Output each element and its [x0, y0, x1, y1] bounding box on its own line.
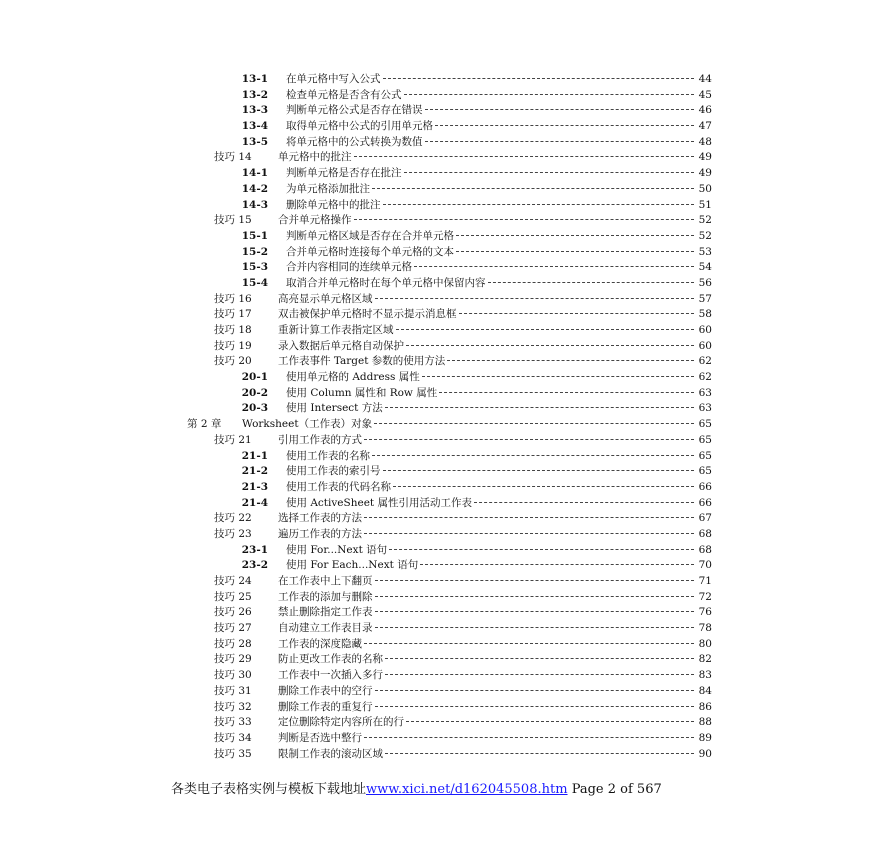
toc-entry: [286, 464, 712, 480]
toc-entry: [286, 449, 712, 465]
toc-row[interactable]: [0, 103, 870, 119]
toc-row[interactable]: [0, 72, 870, 88]
dot-leader: [425, 141, 695, 142]
toc-page-number: 52: [698, 229, 712, 242]
dot-leader: [372, 188, 694, 189]
dot-leader: [364, 737, 694, 738]
toc-entry: [286, 182, 712, 198]
toc-page-number: 63: [698, 386, 712, 399]
toc-page-number: 46: [698, 104, 712, 117]
dot-leader: [375, 298, 695, 299]
toc-entry: [278, 339, 712, 355]
toc-number: 13-4: [241, 120, 268, 133]
toc-title: 禁止删除指定工作表: [278, 606, 373, 619]
toc-number: 技巧 16: [214, 292, 252, 305]
dot-leader: [435, 125, 694, 126]
toc-row[interactable]: [0, 323, 870, 339]
dot-leader: [425, 109, 695, 110]
toc-entry: [286, 496, 712, 512]
toc-entry: [286, 260, 712, 276]
dot-leader: [385, 658, 694, 659]
toc-page-number: 83: [698, 669, 712, 682]
toc-row[interactable]: [0, 731, 870, 747]
toc-title: 使用 Column 属性和 Row 属性: [286, 386, 438, 399]
toc-row[interactable]: [0, 354, 870, 370]
toc-page-number: 86: [698, 700, 712, 713]
toc-entry: [278, 292, 712, 308]
toc-entry: [286, 135, 712, 151]
toc-row[interactable]: [0, 417, 870, 433]
toc-page-number: 44: [698, 73, 712, 85]
toc-row[interactable]: [0, 652, 870, 668]
toc-page-number: 62: [698, 371, 712, 384]
toc-number: 15-2: [241, 245, 268, 258]
toc-title: 合并单元格操作: [278, 214, 352, 227]
toc-title: 删除单元格中的批注: [286, 198, 381, 211]
toc-page-number: 56: [698, 276, 712, 289]
toc-entry: [286, 386, 712, 402]
toc-title: 判断单元格公式是否存在错误: [286, 104, 423, 117]
toc-title: 使用工作表的索引号: [286, 465, 381, 478]
toc-entry: [286, 370, 712, 386]
dot-leader: [389, 549, 694, 550]
toc-page-number: 63: [698, 402, 712, 415]
toc-page-number: 58: [698, 308, 712, 321]
toc-page-number: 48: [698, 135, 712, 148]
toc-page-number: 60: [698, 339, 712, 352]
toc-row[interactable]: [0, 307, 870, 323]
toc-entry: [278, 700, 712, 716]
toc-title: 工作表的添加与删除: [278, 590, 373, 603]
toc-row[interactable]: [0, 260, 870, 276]
dot-leader: [404, 94, 695, 95]
toc-number: 技巧 20: [214, 355, 252, 368]
dot-leader: [420, 564, 694, 565]
toc-number: 21-3: [241, 480, 268, 493]
toc-number: 13-5: [241, 135, 268, 148]
dot-leader: [364, 533, 694, 534]
toc-row[interactable]: [0, 527, 870, 543]
toc-page-number: 45: [698, 88, 712, 101]
toc-number: 技巧 28: [214, 637, 252, 650]
toc-entry: [278, 527, 712, 543]
toc-number: 技巧 27: [214, 622, 252, 635]
toc-number: 21-2: [241, 465, 268, 478]
toc-number: 14-3: [241, 198, 268, 211]
toc-title: 重新计算工作表指定区域: [278, 324, 394, 336]
toc-number: 技巧 24: [214, 575, 252, 587]
toc-title: 防止更改工作表的名称: [278, 653, 383, 666]
toc-page-number: 65: [698, 433, 712, 446]
toc-page-number: 89: [698, 731, 712, 744]
toc-number: 15-1: [241, 229, 268, 242]
toc-row[interactable]: [0, 496, 870, 512]
toc-title: 删除工作表的重复行: [278, 700, 373, 713]
download-link[interactable]: www.xici.net/d162045508.htm: [366, 782, 568, 797]
dot-leader: [383, 470, 695, 471]
dot-leader: [406, 721, 694, 722]
toc-title: 判断单元格区域是否存在合并单元格: [286, 229, 454, 242]
toc-row[interactable]: [0, 715, 870, 731]
toc-entry: [278, 747, 712, 763]
toc-title: 判断是否选中整行: [278, 731, 362, 744]
toc-row[interactable]: [0, 166, 870, 182]
toc-page-number: 70: [698, 559, 712, 572]
dot-leader: [459, 313, 695, 314]
dot-leader: [375, 580, 695, 581]
dot-leader: [385, 407, 694, 408]
dot-leader: [456, 251, 694, 252]
toc-title: 取得单元格中公式的引用单元格: [286, 120, 433, 133]
toc-row[interactable]: [0, 433, 870, 449]
toc-title: Worksheet（工作表）对象: [242, 418, 373, 431]
toc-page-number: 90: [698, 747, 712, 760]
dot-leader: [393, 486, 694, 487]
page-indicator: Page 2 of 567: [571, 782, 662, 797]
toc-row[interactable]: [0, 229, 870, 245]
toc-page-number: 60: [698, 324, 712, 336]
toc-title: 将单元格中的公式转换为数值: [286, 135, 423, 148]
toc-entry: [286, 119, 712, 135]
toc-title: 选择工作表的方法: [278, 512, 362, 525]
toc-title: 为单元格添加批注: [286, 182, 370, 195]
toc-page-number: 53: [698, 245, 712, 258]
toc-entry: [278, 621, 712, 637]
toc-number: 技巧 25: [214, 590, 252, 603]
dot-leader: [383, 78, 695, 79]
dot-leader: [385, 753, 694, 754]
toc-title: 定位删除特定内容所在的行: [278, 716, 404, 729]
toc-number: 20-3: [241, 402, 268, 415]
toc-number: 技巧 14: [214, 151, 252, 164]
toc-page-number: 80: [698, 637, 712, 650]
toc-entry: [278, 354, 712, 370]
toc-title: 合并内容相同的连续单元格: [286, 261, 412, 274]
toc-row[interactable]: [0, 150, 870, 166]
toc-title: 合并单元格时连接每个单元格的文本: [286, 245, 454, 258]
toc-title: 使用单元格的 Address 属性: [286, 371, 420, 384]
toc-number: 技巧 19: [214, 339, 252, 352]
dot-leader: [364, 517, 694, 518]
dot-leader: [447, 360, 694, 361]
toc-number: 技巧 33: [214, 716, 252, 729]
toc-page-number: 65: [698, 449, 712, 462]
toc-row[interactable]: [0, 621, 870, 637]
toc-row[interactable]: [0, 700, 870, 716]
toc-number: 技巧 34: [214, 731, 252, 744]
toc-title: 遍历工作表的方法: [278, 527, 362, 540]
toc-page-number: 66: [698, 496, 712, 509]
toc-page-number: 67: [698, 512, 712, 525]
toc-row[interactable]: [0, 88, 870, 104]
dot-leader: [406, 345, 694, 346]
dot-leader: [456, 235, 694, 236]
dot-leader: [375, 627, 695, 628]
toc-page-number: 49: [698, 167, 712, 180]
toc-page-number: 62: [698, 355, 712, 368]
toc-entry: [278, 150, 712, 166]
toc-number: 21-4: [241, 496, 268, 509]
toc-number: 技巧 22: [214, 512, 252, 525]
toc-number: 13-1: [241, 73, 268, 85]
toc-row[interactable]: [0, 590, 870, 606]
toc-page-number: 65: [698, 465, 712, 478]
toc-number: 技巧 23: [214, 527, 252, 540]
toc-title: 使用工作表的代码名称: [286, 480, 391, 493]
toc-entry: [278, 715, 712, 731]
toc-page-number: 52: [698, 214, 712, 227]
toc-page-number: 57: [698, 292, 712, 305]
toc-page-number: 84: [698, 684, 712, 697]
toc-title: 检查单元格是否含有公式: [286, 88, 402, 101]
dot-leader: [422, 376, 694, 377]
dot-leader: [374, 423, 694, 424]
toc-number: 第 2 章: [187, 418, 222, 431]
toc-row[interactable]: [0, 543, 870, 559]
toc-number: 技巧 15: [214, 214, 252, 227]
toc-entry: [278, 511, 712, 527]
toc-number: 技巧 17: [214, 308, 252, 321]
toc-number: 15-4: [241, 276, 268, 289]
toc-page-number: 51: [698, 198, 712, 211]
dot-leader: [375, 596, 695, 597]
toc-entry: [278, 433, 712, 449]
toc-number: 技巧 29: [214, 653, 252, 666]
toc-entry: [242, 417, 712, 433]
toc-row[interactable]: [0, 449, 870, 465]
dot-leader: [404, 172, 695, 173]
toc-row[interactable]: [0, 339, 870, 355]
toc-number: 技巧 35: [214, 747, 252, 760]
toc-title: 在工作表中上下翻页: [278, 575, 373, 587]
toc-title: 录入数据后单元格自动保护: [278, 339, 404, 352]
page-footer: [171, 778, 662, 797]
toc-entry: [286, 198, 712, 214]
toc-number: 技巧 26: [214, 606, 252, 619]
toc-entry: [286, 245, 712, 261]
toc-number: 技巧 30: [214, 669, 252, 682]
toc-title: 判断单元格是否存在批注: [286, 167, 402, 180]
toc-number: 15-3: [241, 261, 268, 274]
toc-title: 在单元格中写入公式: [286, 73, 381, 85]
toc-entry: [278, 637, 712, 653]
dot-leader: [375, 611, 695, 612]
toc-number: 13-3: [241, 104, 268, 117]
toc-title: 限制工作表的滚动区域: [278, 747, 383, 760]
toc-number: 13-2: [241, 88, 268, 101]
toc-row[interactable]: [0, 182, 870, 198]
toc-entry: [278, 652, 712, 668]
toc-title: 单元格中的批注: [278, 151, 352, 164]
toc-title: 引用工作表的方式: [278, 433, 362, 446]
toc-page-number: 76: [698, 606, 712, 619]
toc-row[interactable]: [0, 198, 870, 214]
toc-row[interactable]: [0, 747, 870, 763]
toc-page-number: 78: [698, 622, 712, 635]
toc-row[interactable]: [0, 480, 870, 496]
dot-leader: [439, 392, 694, 393]
toc-page-number: 71: [698, 575, 712, 587]
toc-row[interactable]: [0, 370, 870, 386]
toc-entry: [278, 213, 712, 229]
toc-row[interactable]: [0, 119, 870, 135]
toc-row[interactable]: [0, 276, 870, 292]
toc-number: 23-2: [241, 559, 268, 572]
toc-row[interactable]: [0, 668, 870, 684]
dot-leader: [364, 439, 694, 440]
toc-entry: [278, 731, 712, 747]
toc-row[interactable]: [0, 511, 870, 527]
toc-entry: [278, 307, 712, 323]
toc-entry: [286, 103, 712, 119]
toc-title: 使用 ActiveSheet 属性引用活动工作表: [286, 496, 472, 509]
toc-title: 使用工作表的名称: [286, 449, 370, 462]
toc-number: 14-1: [241, 167, 268, 180]
toc-title: 使用 For Each...Next 语句: [286, 559, 419, 572]
toc-page-number: 54: [698, 261, 712, 274]
toc-number: 技巧 21: [214, 433, 252, 446]
dot-leader: [474, 502, 694, 503]
toc-number: 20-1: [241, 371, 268, 384]
toc-row[interactable]: [0, 558, 870, 574]
toc-page-number: 66: [698, 480, 712, 493]
toc-row[interactable]: [0, 292, 870, 308]
toc-page-number: 47: [698, 120, 712, 133]
toc-row[interactable]: [0, 386, 870, 402]
toc-title: 工作表的深度隐藏: [278, 637, 362, 650]
toc-entry: [286, 88, 712, 104]
dot-leader: [414, 266, 694, 267]
toc-title: 取消合并单元格时在每个单元格中保留内容: [286, 276, 486, 289]
toc-row[interactable]: [0, 135, 870, 151]
toc-page-number: 65: [698, 418, 712, 431]
toc-title: 工作表事件 Target 参数的使用方法: [278, 355, 446, 368]
toc-number: 技巧 31: [214, 684, 252, 697]
toc-page-number: 49: [698, 151, 712, 164]
toc-row[interactable]: [0, 401, 870, 417]
dot-leader: [354, 219, 695, 220]
toc-row[interactable]: [0, 245, 870, 261]
toc-entry: [278, 574, 712, 590]
dot-leader: [372, 455, 694, 456]
toc-page-number: 82: [698, 653, 712, 666]
toc-title: 高亮显示单元格区域: [278, 292, 373, 305]
dot-leader: [488, 282, 695, 283]
toc-title: 使用 Intersect 方法: [286, 402, 383, 415]
toc-row[interactable]: [0, 574, 870, 590]
toc-number: 技巧 18: [214, 324, 252, 336]
toc-entry: [286, 480, 712, 496]
toc-entry: [286, 229, 712, 245]
dot-leader: [396, 329, 695, 330]
toc-entry: [278, 668, 712, 684]
toc-entry: [278, 323, 712, 339]
toc-entry: [278, 605, 712, 621]
toc-entry: [286, 543, 712, 559]
toc-number: 23-1: [241, 543, 268, 556]
toc-entry: [286, 72, 712, 88]
footer-text: 各类电子表格实例与模板下载地址: [171, 782, 367, 797]
toc-title: 工作表中一次插入多行: [278, 669, 383, 682]
toc-title: 自动建立工作表目录: [278, 622, 373, 635]
toc-row[interactable]: [0, 684, 870, 700]
toc-number: 技巧 32: [214, 700, 252, 713]
toc-page-number: 88: [698, 716, 712, 729]
dot-leader: [364, 643, 694, 644]
dot-leader: [383, 204, 695, 205]
table-of-contents: [0, 72, 870, 762]
toc-page-number: 50: [698, 182, 712, 195]
toc-entry: [286, 558, 712, 574]
toc-entry: [286, 401, 712, 417]
toc-number: 20-2: [241, 386, 268, 399]
toc-entry: [278, 684, 712, 700]
toc-page-number: 68: [698, 543, 712, 556]
toc-row[interactable]: [0, 605, 870, 621]
toc-number: 14-2: [241, 182, 268, 195]
dot-leader: [354, 156, 695, 157]
toc-row[interactable]: [0, 637, 870, 653]
toc-entry: [286, 276, 712, 292]
toc-number: 21-1: [241, 449, 268, 462]
toc-entry: [286, 166, 712, 182]
toc-row[interactable]: [0, 464, 870, 480]
dot-leader: [375, 706, 695, 707]
toc-title: 删除工作表中的空行: [278, 684, 373, 697]
toc-title: 双击被保护单元格时不显示提示消息框: [278, 308, 457, 321]
toc-entry: [278, 590, 712, 606]
dot-leader: [385, 674, 694, 675]
toc-page-number: 72: [698, 590, 712, 603]
toc-row[interactable]: [0, 213, 870, 229]
toc-page-number: 68: [698, 527, 712, 540]
toc-title: 使用 For...Next 语句: [286, 543, 388, 556]
dot-leader: [375, 690, 695, 691]
